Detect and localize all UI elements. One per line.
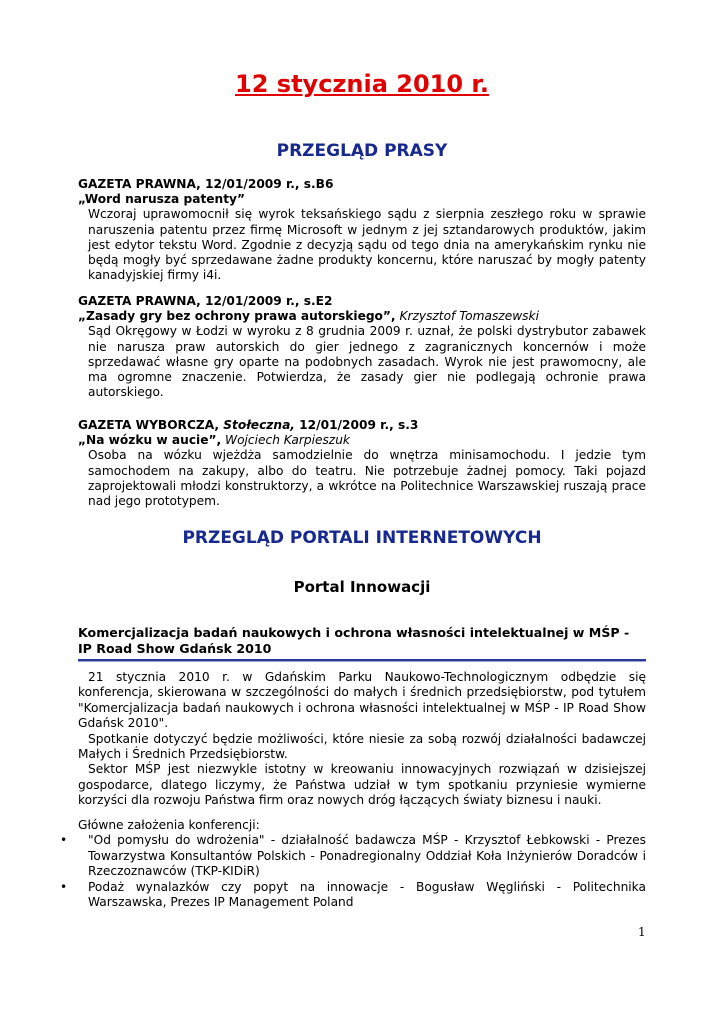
title-divider [78,659,646,662]
press-headline-text: „Word narusza patenty” [78,192,245,207]
article-body [78,670,646,809]
press-source: GAZETA PRAWNA, 12/01/2009 r., s.B6 [78,177,334,191]
page-number: 1 [638,925,646,939]
portal-name: Portal Innowacji [293,578,431,596]
article-title: Komercjalizacja badań naukowych i ochrona własności intelektualnej w MŚP - IP Road Show Gdańsk 2010 [78,625,630,656]
press-source: GAZETA PRAWNA, 12/01/2009 r., s.E2 [78,294,333,308]
press-source [78,418,646,433]
press-headline [78,192,646,207]
list-item-text: Podaż wynalazków czy popyt na innowacje - Bogusław Węgliński - Politechnika Warszawska, Prezes IP Management Poland [88,879,646,910]
press-source-suffix: 12/01/2009 r., s.3 [294,418,419,432]
list-item [60,879,646,911]
bullet-icon: • [60,833,68,848]
press-source-prefix: GAZETA WYBORCZA, [78,418,224,432]
conference-goals [60,818,646,910]
document-date-title: 12 stycznia 2010 r. [235,70,489,98]
press-headline [78,309,646,324]
press-body: Sąd Okręgowy w Łodzi w wyroku z 8 grudnia 2009 r. uznał, że polski dystrybutor zabawek nie narusza praw autorskich do gier jednego z zagranicznych koncernów i może sprzedawać własne gry oparte na podobnych zasadach. Wyrok nie jest prawomocny, ale ma ogromne znaczenie. Potwierdza, że zasady gier nie podlegają ochronie prawa autorskiego. [88,324,646,400]
press-item [78,418,646,509]
press-headline [78,433,646,448]
press-headline-text: „Zasady gry bez ochrony prawa autorskiego”, [78,309,396,324]
press-body: Wczoraj uprawomocnił się wyrok teksańskiego sądu z sierpnia zeszłego roku w sprawie naruszenia patentu przez firmę Microsoft w jednym z jej sztandarowych produktów, jakim jest edytor tekstu Word. Zgodnie z decyzją sądu od tego dnia na amerykańskim rynku nie będą mogły być sprzedawane żadne produkty koncernu, które naruszać by mogły patenty kanadyjskiej firmy i4i. [88,207,646,283]
press-item [78,177,646,283]
article-paragraph: Spotkanie dotyczyć będzie możliwości, które niesie za sobą rozwój działalności badawczej Małych i Średnich Przedsiębiorstw. [78,731,646,762]
goals-label: Główne założenia konferencji: [78,818,260,832]
press-source-section: Stołeczna, [223,418,295,432]
press-author: Wojciech Karpieszuk [221,433,350,448]
press-item [78,294,646,400]
list-item-text: "Od pomysłu do wdrożenia" - działalność badawcza MŚP - Krzysztof Łebkowski - Prezes Towarzystwa Konsultantów Polskich - Ponadregionalny Oddział Koła Inżynierów Doradców i Rzeczoznawców (TKP-KIDiR) [88,833,646,879]
press-headline-text: „Na wózku w aucie”, [78,433,222,448]
press-review-heading: PRZEGLĄD PRASY [276,141,448,161]
press-body: Osoba na wózku wjeżdża samodzielnie do wnętrza minisamochodu. I jedzie tym samochodem na zakupy, albo do teatru. Nie potrzebuje żadnej pomocy. Taki pojazd zaprojektowali młodzi konstruktorzy, a wkrótce na Politechnice Warszawskiej ruszają prace nad jego prototypem. [88,448,646,509]
portals-review-heading: PRZEGLĄD PORTALI INTERNETOWYCH [182,528,542,548]
bullet-icon: • [60,879,68,894]
article-paragraph: Sektor MŚP jest niezwykle istotny w kreowaniu innowacyjnych rozwiązań w dzisiejszej gospodarce, dlatego liczymy, że Państwa udział w tym spotkaniu przyniesie wymierne korzyści dla rozwoju Państwa firm oraz nowych dróg łączących światy biznesu i nauki. [78,762,646,808]
press-author: Krzysztof Tomaszewski [395,309,539,324]
article-paragraph: 21 stycznia 2010 r. w Gdańskim Parku Naukowo-Technologicznym odbędzie się konferencja, skierowana w szczególności do małych i średnich przedsiębiorstw, pod tytułem "Komercjalizacja badań naukowych i ochrona własności intelektualnej w MŚP - IP Road Show Gdańsk 2010". [78,670,646,731]
list-item [60,833,646,879]
